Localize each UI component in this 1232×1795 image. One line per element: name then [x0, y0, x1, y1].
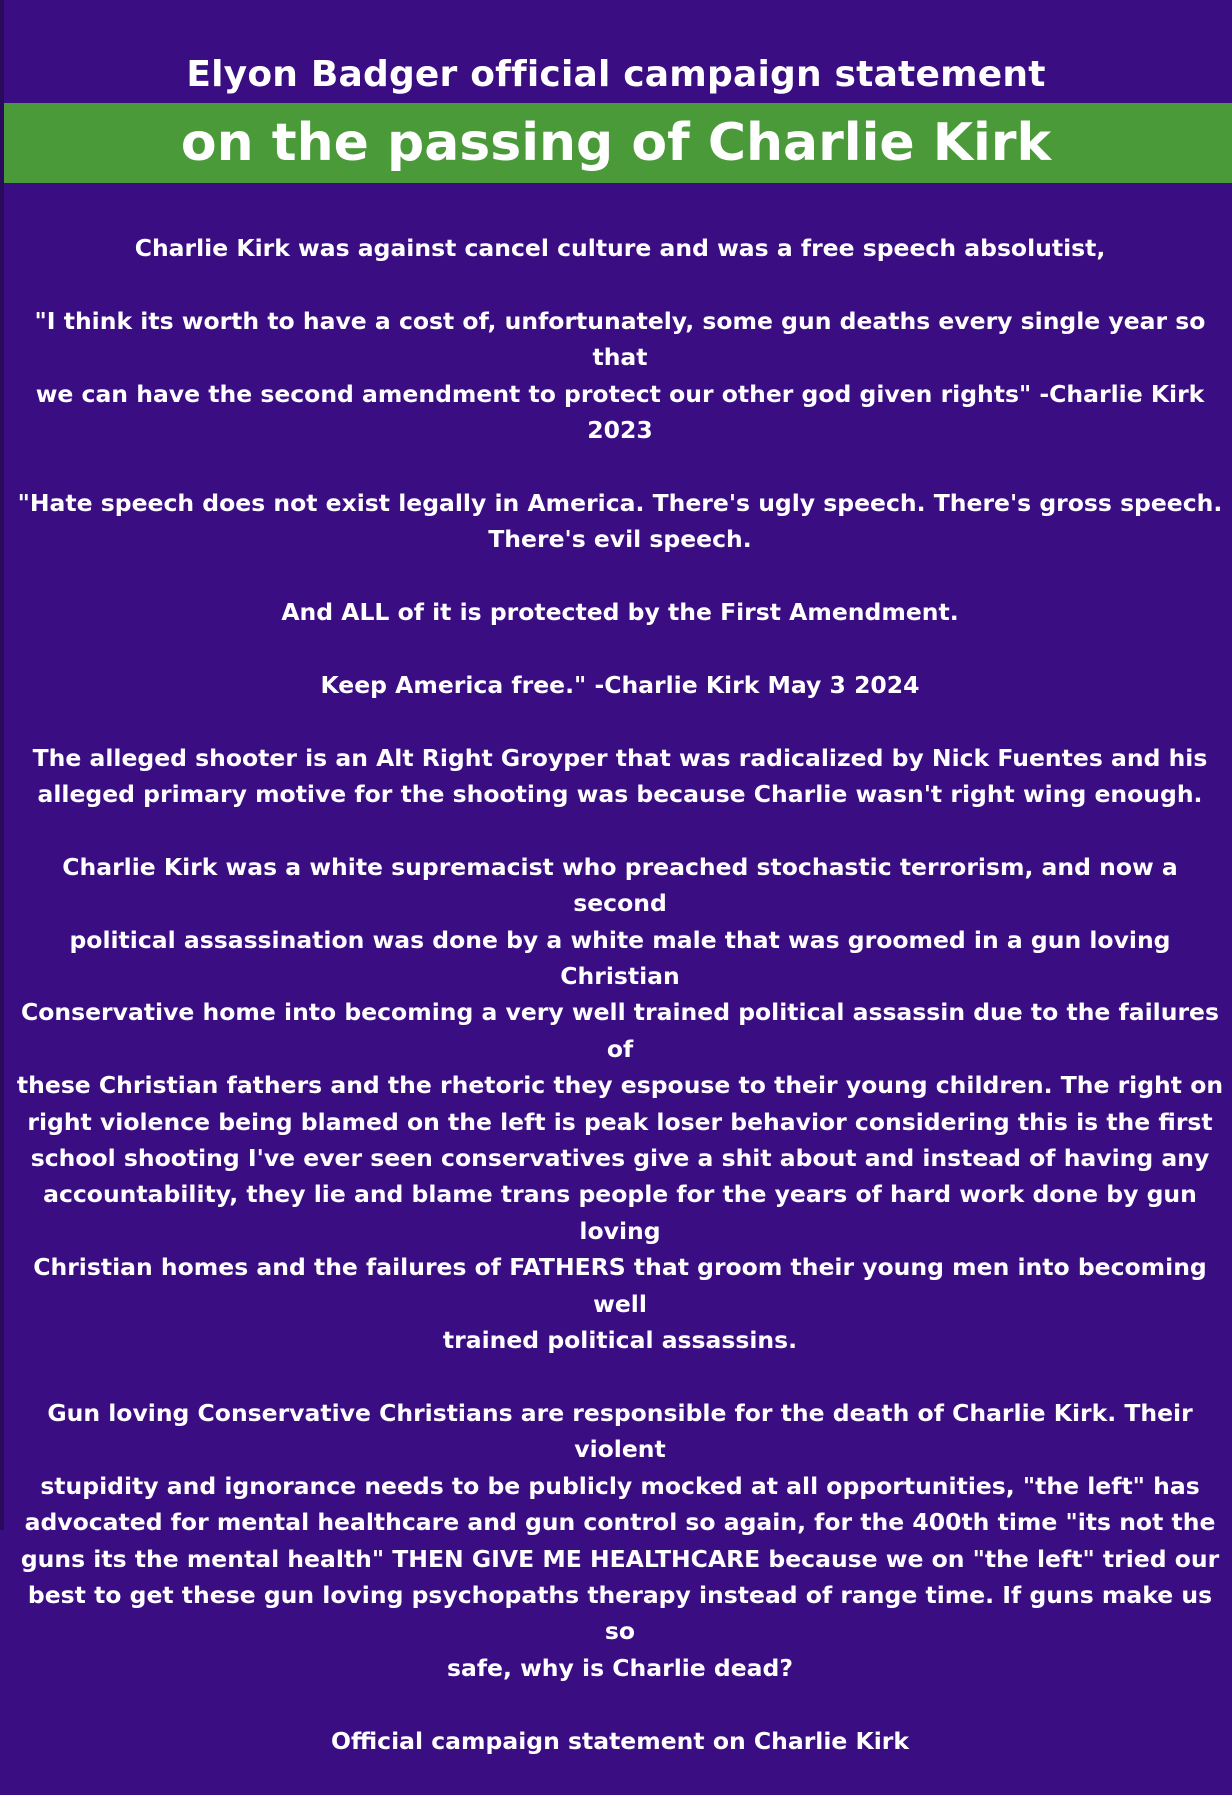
paragraph-intro: Charlie Kirk was against cancel culture and was a free speech absolutist, [134, 234, 1106, 262]
quote-hate-speech: "Hate speech does not exist legally in America. There's ugly speech. There's gross speech. There's evil speech. [17, 488, 1223, 554]
quote-keep-america-free: Keep America free." -Charlie Kirk May 3 2024 [320, 670, 920, 699]
statement-body [14, 230, 1226, 1795]
banner-title: on the passing of Charlie Kirk [180, 113, 1052, 173]
paragraph-assassination: Charlie Kirk was a white supremacist who preached stochastic terrorism, and now a second political assassination was done by a white male that was groomed in a gun loving Christian Conservative home into becoming a very well trained political assassin due to the failures of these Christian fathers and the rhetoric they espouse to their young children. The right on right violence being blamed on the left is peak loser behavior considering this is the first school shooting I've ever seen conservatives give a shit about and instead of having any accountability, they lie and blame trans people for the years of hard work done by gun loving Christian homes and the failures of FATHERS that groom their young men into becoming well trained political assassins. [16, 852, 1224, 1355]
statement-title: Elyon Badger official campaign statement [186, 54, 1046, 95]
closing-line: Official campaign statement on Charlie Kirk [330, 1726, 910, 1755]
quote-2023: "I think its worth to have a cost of, unfortunately, some gun deaths every single year so that we can have the second amendment to protect our other god given rights" -Charlie Kirk 2023 [34, 306, 1206, 445]
paragraph-shooter: The alleged shooter is an Alt Right Groyper that was radicalized by Nick Fuentes and his alleged primary motive for the shooting was because Charlie wasn't right wing enough. [32, 743, 1208, 809]
quote-first-amendment: And ALL of it is protected by the First Amendment. [281, 598, 959, 627]
paragraph-responsibility: Gun loving Conservative Christians are responsible for the death of Charlie Kirk. Their violent stupidity and ignorance needs to be publicly mocked at all opportunities, "the left" has advocated for mental healthcare and gun control so again, for the 400th time "its not the guns its the mental health" THEN GIVE ME HEALTHCARE because we on "the left" tried our best to get these gun loving psychopaths therapy instead of range time. If guns make us so safe, why is Charlie dead? [20, 1398, 1220, 1682]
